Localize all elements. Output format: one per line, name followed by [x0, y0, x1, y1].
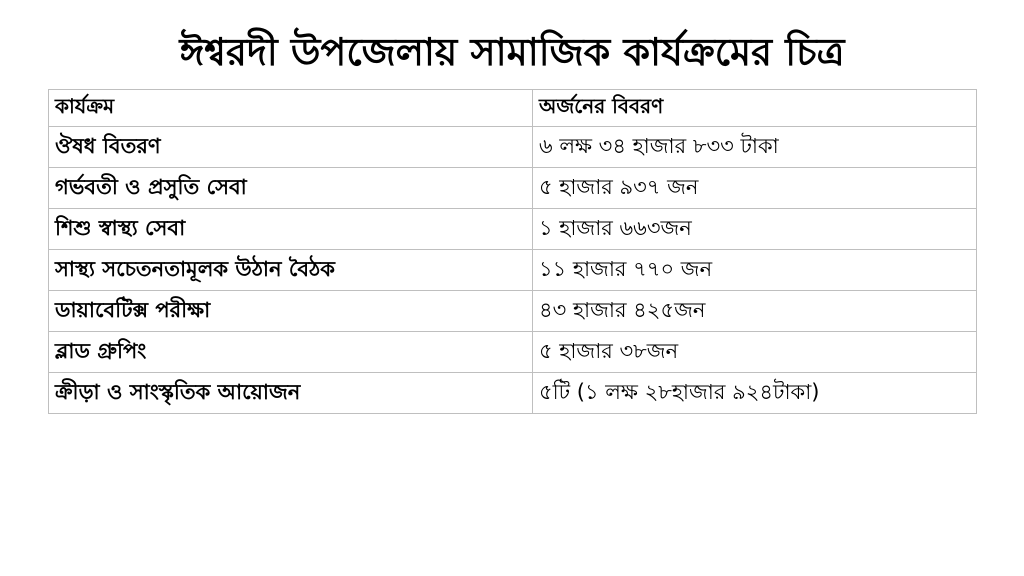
header-activity: কার্যক্রম — [49, 90, 533, 127]
header-achievement: অর্জনের বিবরণ — [533, 90, 977, 127]
table-row — [49, 127, 977, 168]
table-row — [49, 373, 977, 414]
table-header-row — [49, 90, 977, 127]
achievement-cell: ৬ লক্ষ ৩৪ হাজার ৮৩৩ টাকা — [533, 127, 977, 168]
achievement-cell: ৫ হাজার ৯৩৭ জন — [533, 168, 977, 209]
slide-title: ঈশ্বরদী উপজেলায় সামাজিক কার্যক্রমের চিত্র — [179, 30, 845, 74]
activity-cell: ক্রীড়া ও সাংস্কৃতিক আয়োজন — [49, 373, 533, 414]
achievement-cell: ১ হাজার ৬৬৩জন — [533, 209, 977, 250]
activity-cell: শিশু স্বাস্থ্য সেবা — [49, 209, 533, 250]
achievement-cell: ৫টি (১ লক্ষ ২৮হাজার ৯২৪টাকা) — [533, 373, 977, 414]
table-row — [49, 332, 977, 373]
activity-cell: ব্লাড গ্রুপিং — [49, 332, 533, 373]
activity-cell: গর্ভবতী ও প্রসুতি সেবা — [49, 168, 533, 209]
table-row — [49, 291, 977, 332]
activities-table — [48, 89, 977, 414]
activity-cell: সাস্থ্য সচেতনতামূলক উঠান বৈঠক — [49, 250, 533, 291]
achievement-cell: ১১ হাজার ৭৭০ জন — [533, 250, 977, 291]
table-row — [49, 168, 977, 209]
table-row — [49, 250, 977, 291]
activity-cell: ঔষধ বিতরণ — [49, 127, 533, 168]
achievement-cell: ৫ হাজার ৩৮জন — [533, 332, 977, 373]
table-row — [49, 209, 977, 250]
activity-cell: ডায়াবেটিক্স পরীক্ষা — [49, 291, 533, 332]
achievement-cell: ৪৩ হাজার ৪২৫জন — [533, 291, 977, 332]
